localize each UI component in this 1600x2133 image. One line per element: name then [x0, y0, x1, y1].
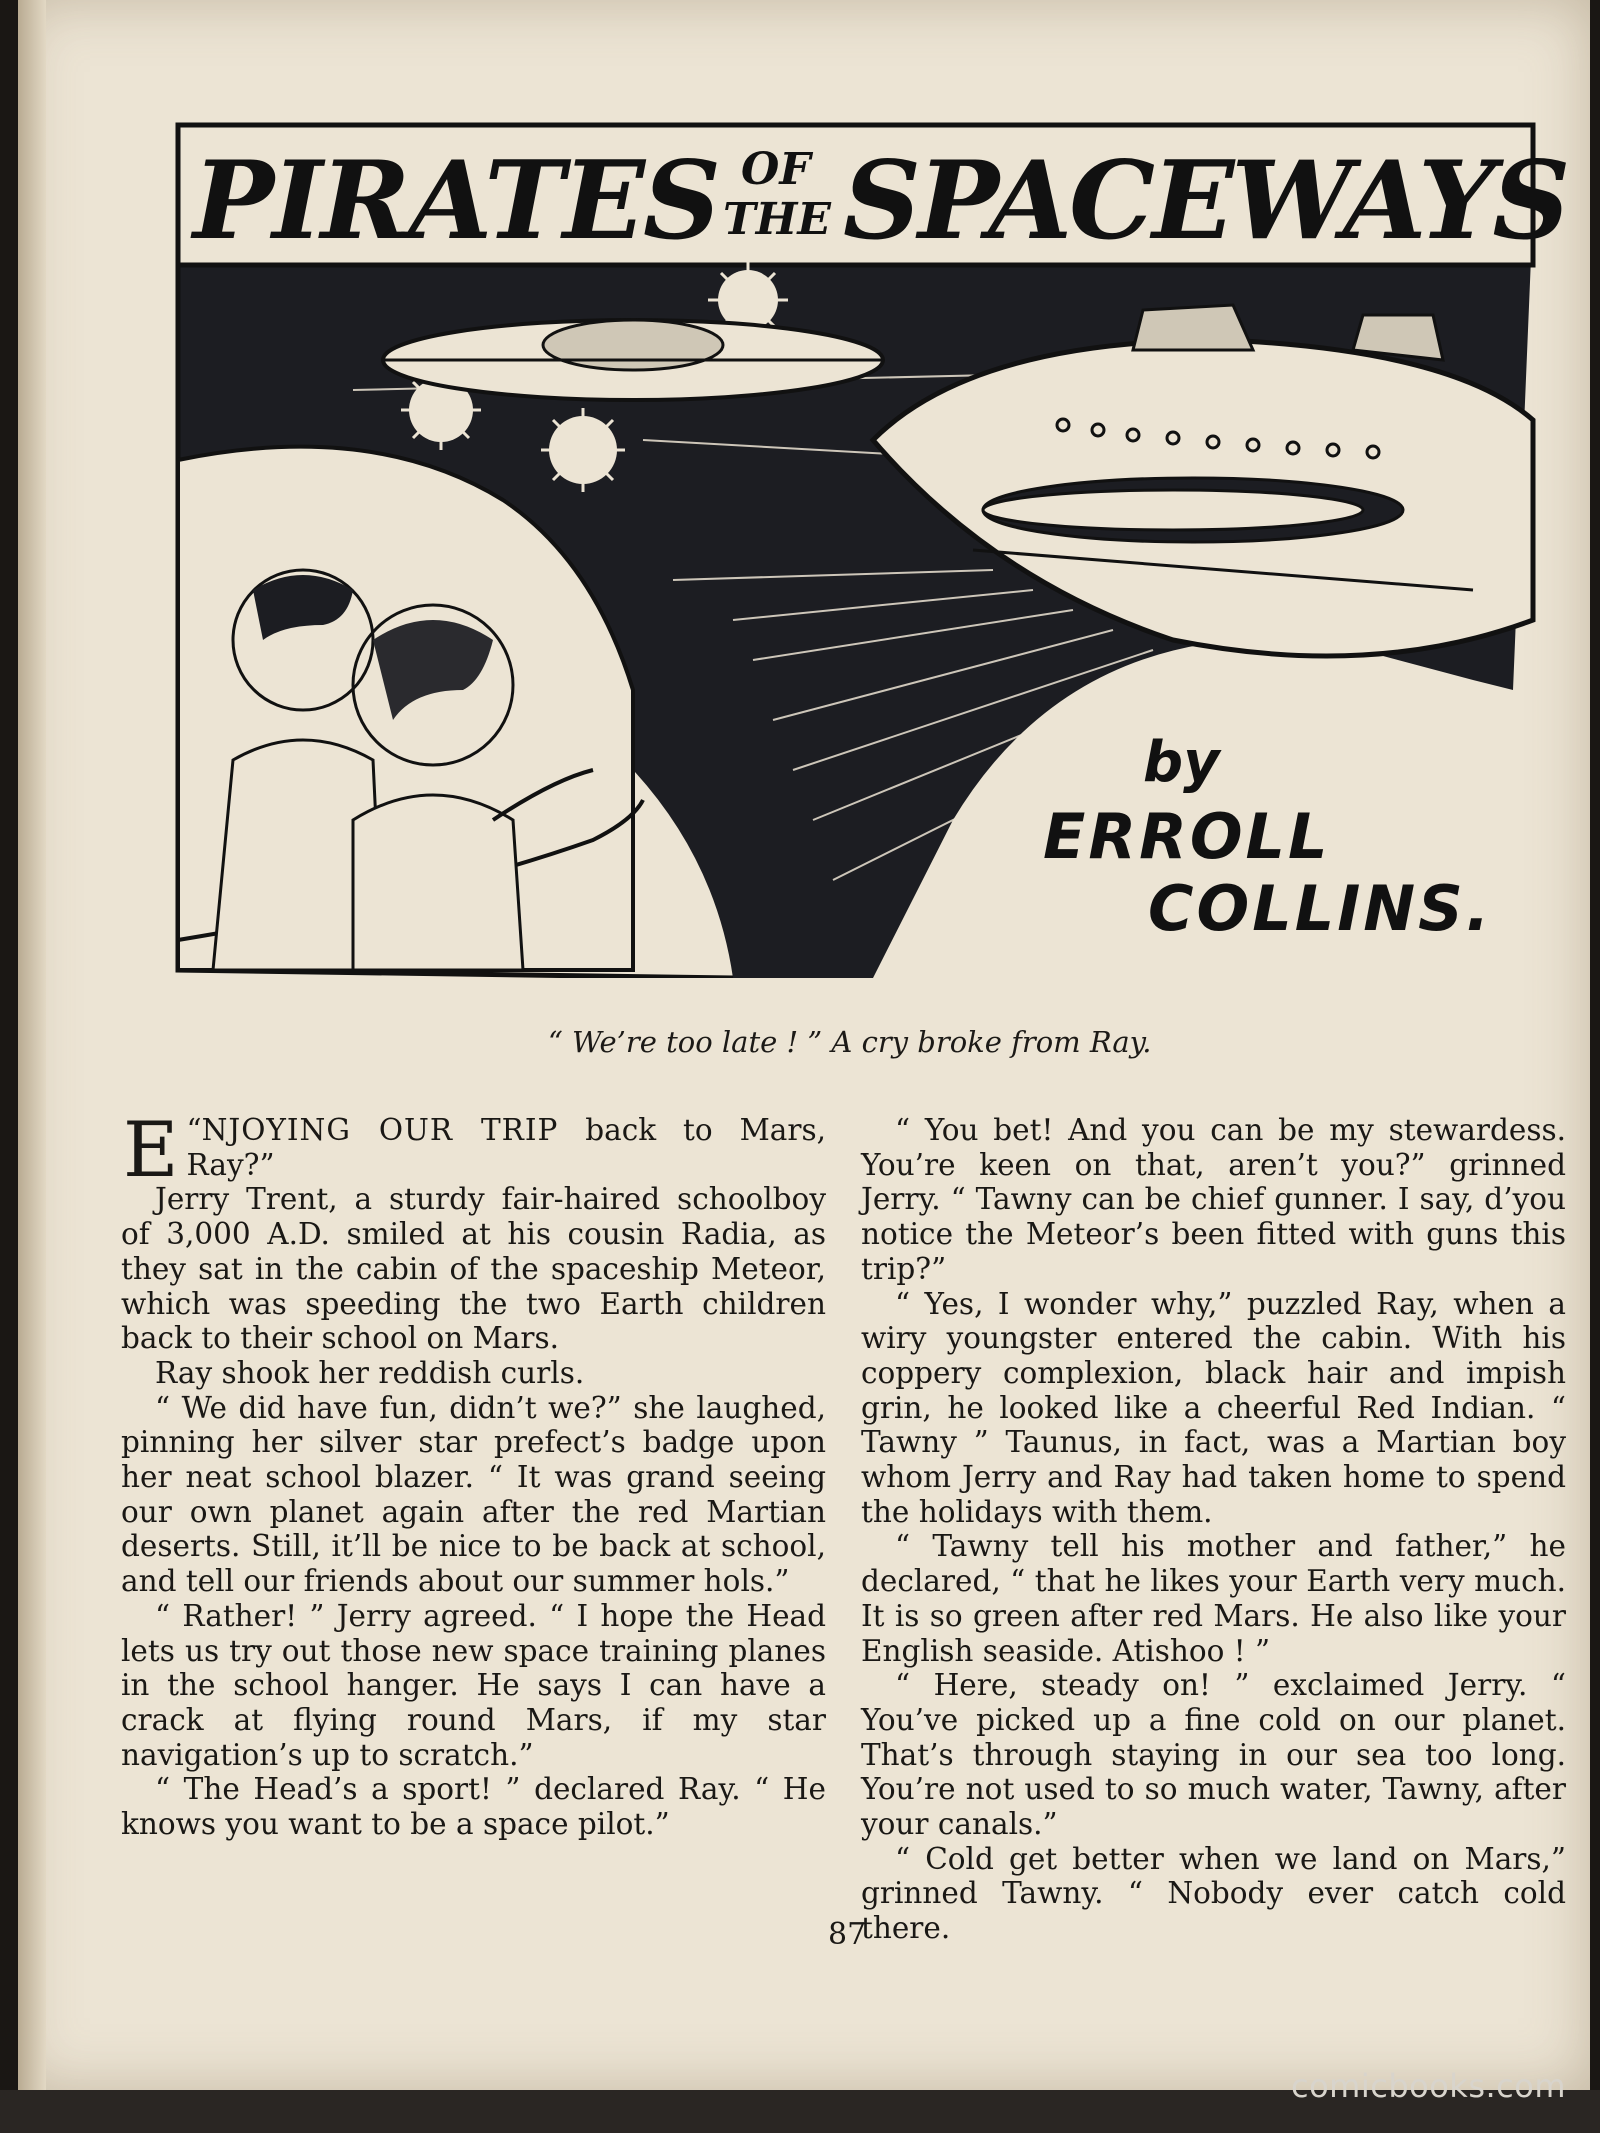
story-illustration: [173, 120, 1568, 978]
author-last-name: COLLINS.: [1148, 872, 1493, 945]
paragraph: “ Cold get better when we land on Mars,” grinned Tawny. “ Nobody ever catch cold there.: [861, 1841, 1566, 1946]
paragraph: “ The Head’s a sport! ” declared Ray. “ He knows you want to be a space pilot.”: [121, 1772, 826, 1842]
illustration-caption: “ We’re too late ! ” A cry broke from Ray.: [548, 1025, 1152, 1059]
paragraph: Ray shook her reddish curls.: [155, 1355, 585, 1390]
story-title: [193, 138, 1568, 264]
paragraph: “ Tawny tell his mother and father,” he declared, “ that he likes your Earth very much. It is so green after red Mars. He also like your English seaside. Atishoo ! ”: [861, 1529, 1566, 1668]
paragraph: “ Here, steady on! ” exclaimed Jerry. “ You’ve picked up a fine cold on our planet. That’s through staying in our sea too long. You’re not used to so much water, Tawny, after your canals.”: [861, 1668, 1566, 1842]
byline-by: by: [1143, 730, 1220, 795]
page-number: 87: [828, 1917, 867, 1952]
drop-cap: E: [123, 1105, 179, 1194]
title-word-spaceways: SPACEWAYS: [843, 138, 1568, 264]
title-word-of: OF: [741, 144, 811, 195]
title-word-the: THE: [723, 194, 831, 245]
text-column-right: [861, 1113, 1566, 1946]
opening-paragraph: [121, 1105, 826, 1194]
site-watermark: comicbooks.com: [1290, 2067, 1566, 2105]
author-first-name: ERROLL: [1043, 800, 1331, 873]
text-column-left: [121, 1105, 826, 1842]
opening-smallcaps: NJOYING OUR TRIP: [201, 1113, 559, 1147]
opening-rest: back to Mars, Ray?”: [186, 1113, 826, 1182]
paragraph: “ Rather! ” Jerry agreed. “ I hope the Head lets us try out those new space training planes in the school hanger. He says I can have a crack at flying round Mars, if my star navigation’s up to scratch.”: [121, 1598, 826, 1772]
paragraph: “ We did have fun, didn’t we?” she laughed, pinning her silver star prefect’s badge upon her neat school blazer. “ It was grand seeing our own planet again after the red Martian deserts. Still, it’ll be nice to be back at school, and tell our friends about our summer hols.”: [121, 1390, 826, 1599]
paragraph: “ Yes, I wonder why,” puzzled Ray, when a wiry youngster entered the cabin. With his coppery complexion, black hair and impish grin, he looked like a cheerful Red Indian. “ Tawny ” Taunus, in fact, was a Martian boy whom Jerry and Ray had taken home to spend the holidays with them.: [861, 1286, 1566, 1529]
title-word-pirates: PIRATES: [193, 138, 720, 264]
paragraph: “ You bet! And you can be my stewardess. You’re keen on that, aren’t you?” grinned Jerry. “ Tawny can be chief gunner. I say, d’you notice the Meteor’s been fitted with guns this trip?”: [861, 1113, 1566, 1286]
magazine-page: [18, 0, 1590, 2090]
opening-quote-mark: “: [186, 1113, 202, 1147]
page-gutter-edge: [18, 0, 46, 2090]
paragraph: Jerry Trent, a sturdy fair-haired schoolboy of 3,000 A.D. smiled at his cousin Radia, as they sat in the cabin of the spaceship Meteor, which was speeding the two Earth children back to their school on Mars.: [121, 1182, 826, 1356]
